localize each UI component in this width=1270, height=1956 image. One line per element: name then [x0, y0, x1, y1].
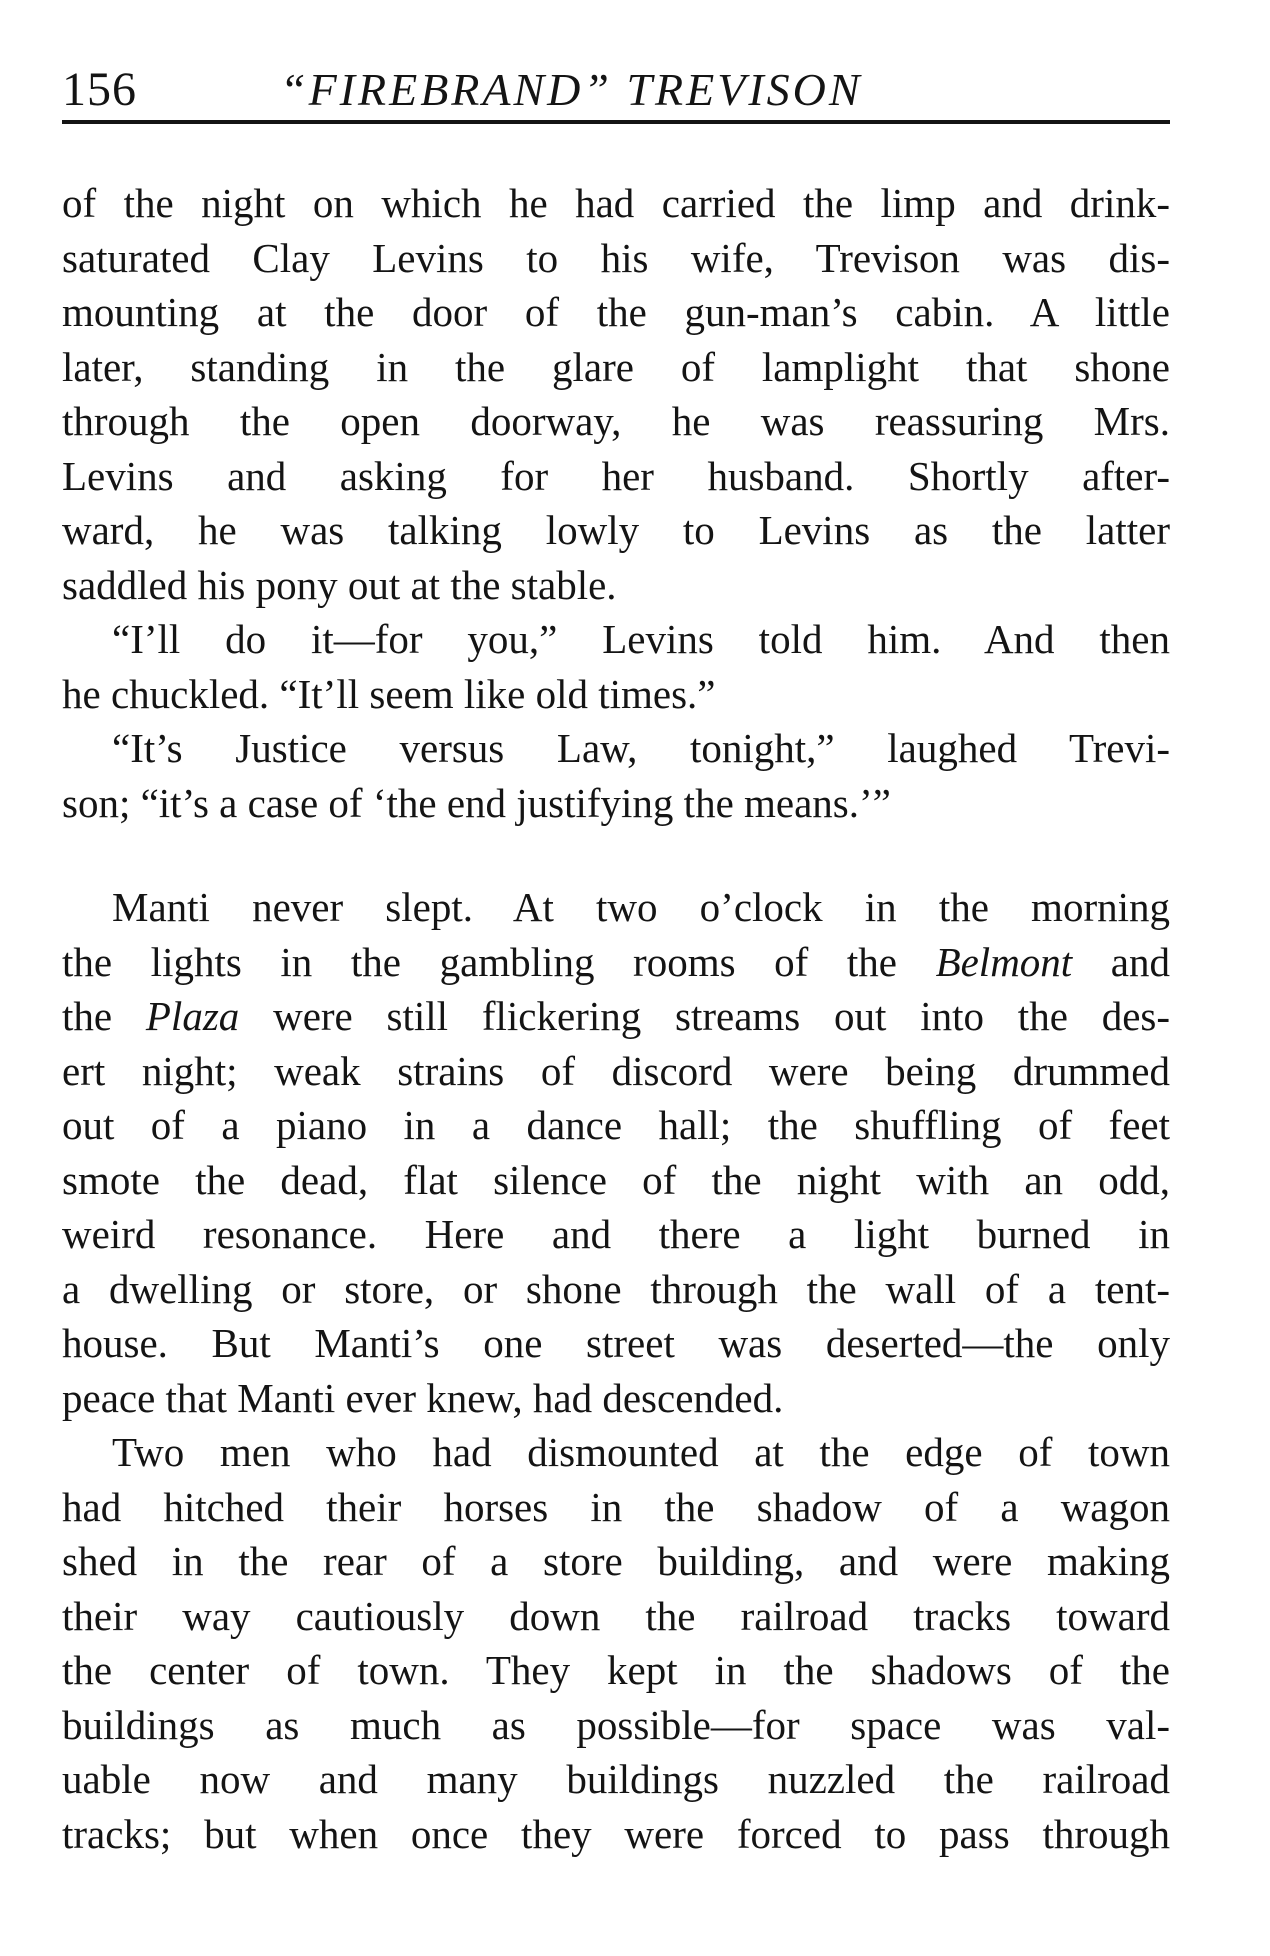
header-rule: [62, 120, 1170, 124]
paragraph-1: [62, 176, 1170, 612]
text-line: out of a piano in a dance hall; the shuffling of feet: [62, 1102, 1170, 1148]
text-line: Levins and asking for her husband. Shortly after-: [62, 452, 1170, 499]
text-line: uable now and many buildings nuzzled the railroad: [62, 1756, 1170, 1802]
text-line: ert night; weak strains of discord were being drummed: [62, 1047, 1170, 1094]
italic-name-belmont: Belmont: [935, 938, 1073, 985]
text-line-with-italic: [62, 935, 1170, 990]
text-run: and: [1110, 938, 1170, 985]
italic-name-plaza: Plaza: [145, 993, 240, 1039]
text-run: were still flickering streams out into the des-: [273, 993, 1170, 1039]
text-line: house. But Manti’s one street was deserted—the only: [62, 1320, 1170, 1366]
text-line: son; “it’s a case of ‘the end justifying the means.’”: [62, 779, 891, 826]
paragraph-5: [62, 1425, 1170, 1861]
text-line: tracks; but when once they were forced to pass through: [62, 1810, 1170, 1857]
text-line: he chuckled. “It’ll seem like old times.”: [62, 670, 716, 717]
text-line: saddled his pony out at the stable.: [62, 561, 617, 608]
text-run: the lights in the gambling rooms of the: [62, 938, 897, 985]
page-number: 156: [62, 63, 137, 116]
body-text: [62, 176, 1170, 1861]
text-line: their way cautiously down the railroad tracks toward: [62, 1592, 1170, 1639]
text-line: ward, he was talking lowly to Levins as the latter: [62, 507, 1170, 553]
text-line: peace that Manti ever knew, had descended.: [62, 1374, 784, 1421]
running-head: [62, 58, 1170, 122]
text-line: buildings as much as possible—for space was val-: [62, 1701, 1170, 1748]
text-line: of the night on which he had carried the limp and drink-: [62, 180, 1170, 226]
paragraph-4: [62, 880, 1170, 1425]
text-line: saturated Clay Levins to his wife, Trevison was dis-: [62, 234, 1170, 281]
text-line: weird resonance. Here and there a light burned in: [62, 1211, 1170, 1257]
text-line: Manti never slept. At two o’clock in the morning: [112, 884, 1170, 930]
text-line: the center of town. They kept in the shadows of the: [62, 1647, 1170, 1693]
text-line: shed in the rear of a store building, and were making: [62, 1538, 1170, 1584]
text-line: mounting at the door of the gun-man’s cabin. A little: [62, 289, 1170, 335]
text-line: smote the dead, flat silence of the night with an odd,: [62, 1156, 1170, 1203]
text-line: a dwelling or store, or shone through the wall of a tent-: [62, 1265, 1170, 1312]
text-line: had hitched their horses in the shadow of a wagon: [62, 1483, 1170, 1530]
text-line-with-italic: [62, 989, 1170, 1044]
text-line: Two men who had dismounted at the edge of town: [112, 1429, 1170, 1475]
text-line: later, standing in the glare of lamplight that shone: [62, 343, 1170, 390]
text-line: “I’ll do it—for you,” Levins told him. And then: [112, 616, 1170, 662]
text-line: “It’s Justice versus Law, tonight,” laughed Trevi-: [112, 725, 1170, 771]
paragraph-2: [62, 612, 1170, 721]
running-title: “FIREBRAND” TREVISON: [280, 64, 863, 115]
text-line: through the open doorway, he was reassuring Mrs.: [62, 398, 1170, 444]
text-run: the: [62, 993, 113, 1039]
paragraph-3: [62, 721, 1170, 830]
